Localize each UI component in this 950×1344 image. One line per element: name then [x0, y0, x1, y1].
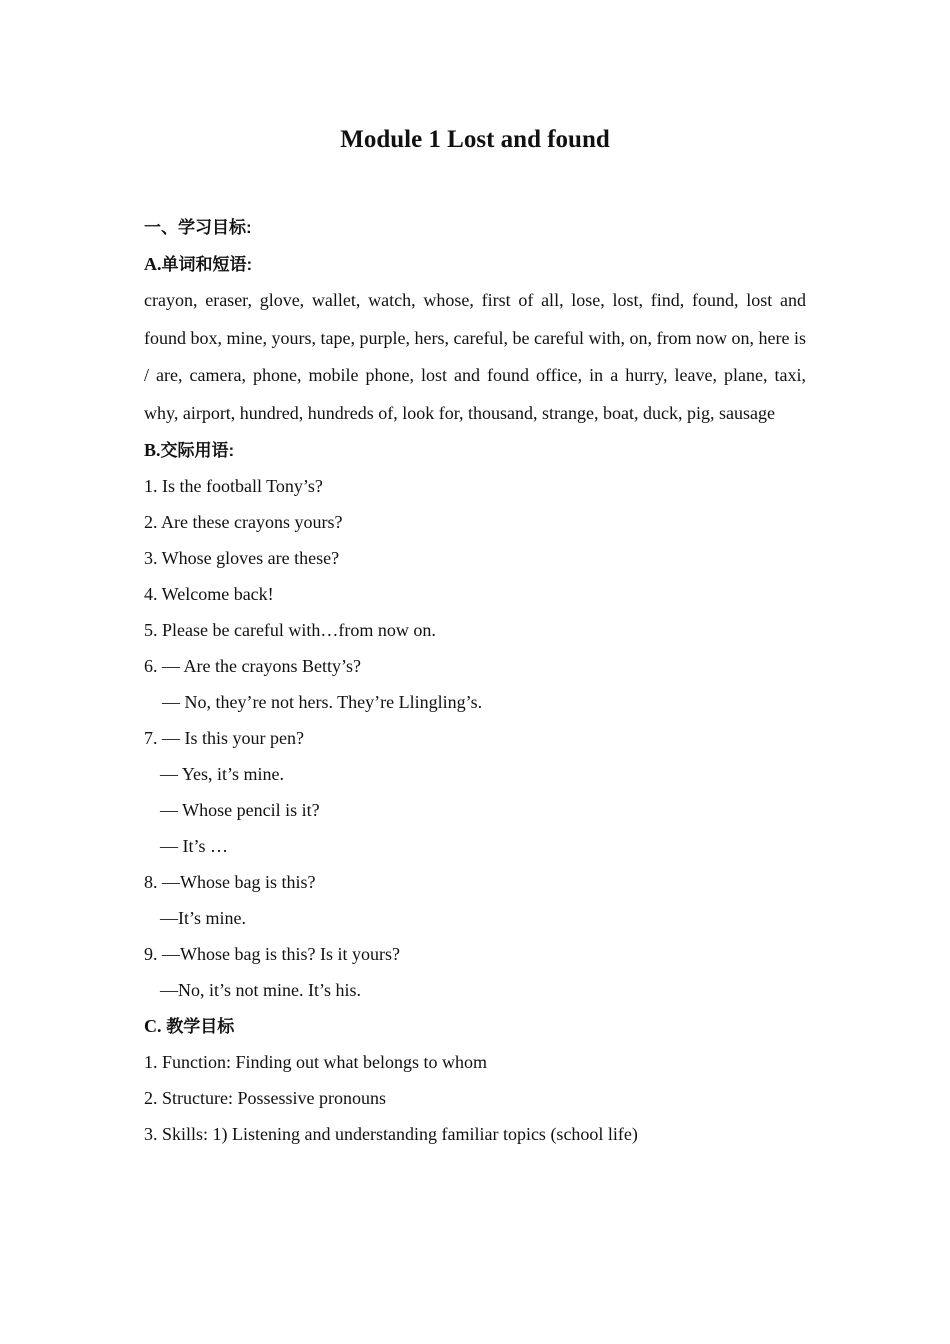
vocabulary-paragraph: crayon, eraser, glove, wallet, watch, whose, first of all, lose, lost, find, found, lost and found box, mine, yours, tape, purple, hers, careful, be careful with, on, from now on, here is / are, camera, phone, mobile phone, lost and found office, in a hurry, leave, plane, taxi, why, airport, hundred, hundreds of, look for, thousand, strange, boat, duck, pig, sausage [144, 290, 806, 423]
phrase-line-reply: — No, they’re not hers. They’re Llingling’s. [162, 692, 483, 712]
goal-line: 1. Function: Finding out what belongs to whom [144, 1052, 488, 1072]
goal-line: 2. Structure: Possessive pronouns [144, 1088, 386, 1108]
section-heading-vocabulary [144, 246, 806, 282]
phrase-line: 1. Is the football Tony’s? [144, 476, 323, 496]
section-a-title: 单词和短语: [161, 255, 253, 274]
phrase-line: 6. — Are the crayons Betty’s? [144, 656, 361, 676]
section-heading-teaching-goals [144, 1008, 806, 1044]
phrase-line-reply: —It’s mine. [160, 908, 246, 928]
phrase-line: 3. Whose gloves are these? [144, 548, 340, 568]
phrase-line-reply: — Whose pencil is it? [160, 800, 320, 820]
phrase-line: 5. Please be careful with…from now on. [144, 620, 436, 640]
phrase-line-reply: —No, it’s not mine. It’s his. [160, 980, 362, 1000]
phrase-line: 4. Welcome back! [144, 584, 274, 604]
page-title: Module 1 Lost and found [340, 126, 610, 153]
document-body [144, 210, 806, 1152]
phrase-line: 2. Are these crayons yours? [144, 512, 343, 532]
section-a-prefix: A. [144, 254, 162, 274]
phrase-line-reply: — It’s … [160, 836, 229, 856]
phrase-line-reply: — Yes, it’s mine. [160, 764, 285, 784]
phrase-line: 8. —Whose bag is this? [144, 872, 316, 892]
section-b-prefix: B. [144, 440, 161, 460]
section-c-prefix: C. [144, 1016, 162, 1036]
section-heading-learning-goals: 一、学习目标: [144, 218, 252, 237]
phrase-line: 9. —Whose bag is this? Is it yours? [144, 944, 400, 964]
section-b-title: 交际用语: [160, 441, 235, 460]
section-heading-phrases [144, 432, 806, 468]
phrase-line: 7. — Is this your pen? [144, 728, 304, 748]
section-c-title: 教学目标 [166, 1017, 235, 1036]
goal-line: 3. Skills: 1) Listening and understanding familiar topics (school life) [144, 1124, 638, 1144]
